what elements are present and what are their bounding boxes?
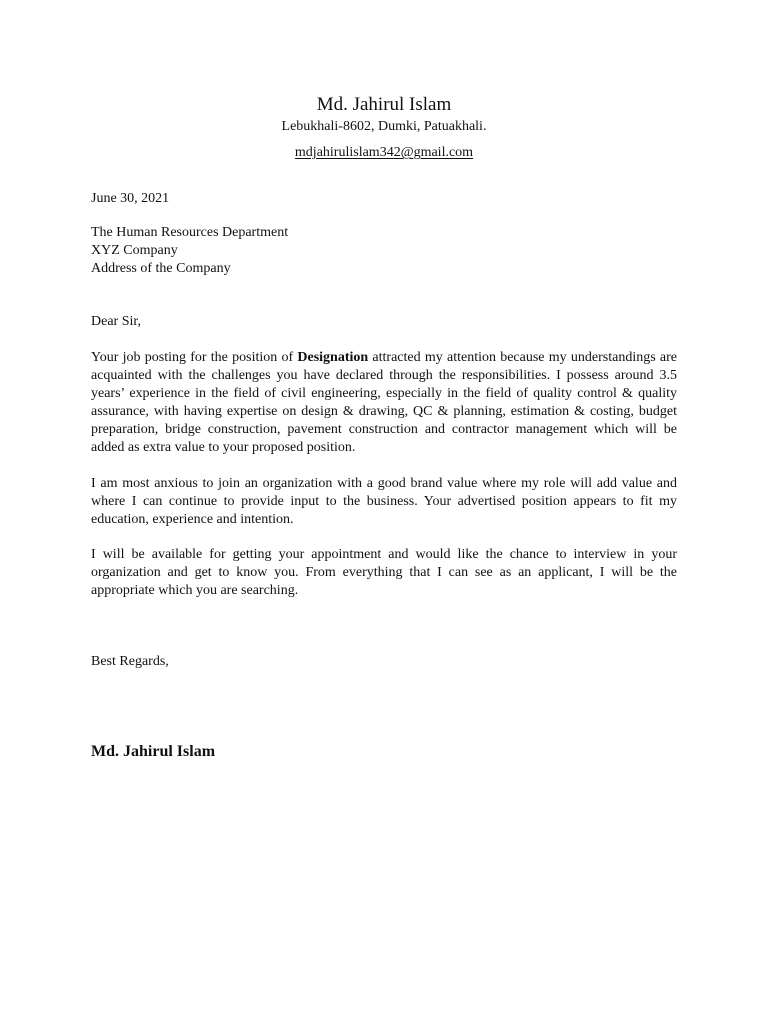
- body-paragraph-2: I am most anxious to join an organization with a good brand value where my role will add value and where I can continue to provide input to the business. Your advertised position appears to fit my education, experience and intention.: [91, 476, 677, 527]
- salutation: Dear Sir,: [91, 314, 141, 329]
- body-paragraph-1: [91, 349, 677, 457]
- sender-name-heading: Md. Jahirul Islam: [316, 94, 452, 115]
- recipient-block: [91, 224, 677, 278]
- recipient-company: XYZ Company: [91, 243, 178, 258]
- letter-date: June 30, 2021: [91, 191, 170, 206]
- sender-address: Lebukhali-8602, Dumki, Patuakhali.: [281, 119, 487, 134]
- sender-email-link[interactable]: mdjahirulislam342@gmail.com: [294, 145, 474, 160]
- signature-name: Md. Jahirul Islam: [91, 743, 216, 760]
- sender-email-line: [0, 144, 768, 162]
- paragraph-1-intro: Your job posting for the position of: [91, 350, 298, 365]
- recipient-department: The Human Resources Department: [91, 225, 289, 240]
- closing-phrase: Best Regards,: [91, 654, 169, 669]
- body-paragraph-3: I will be available for getting your appointment and would like the chance to interview in your organization and get to know you. From everything that I can see as an applicant, I will be the appropriate which you are searching.: [91, 547, 677, 598]
- paragraph-1-rest: attracted my attention because my understandings are acquainted with the challenges you have declared through the responsibilities. I possess around 3.5 years’ experience in the field of civil engineering, especially in the field of quality control & quality assurance, with having expertise on design & drawing, QC & planning, estimation & costing, budget preparation, bridge construction, pavement construction and contractor management which will be added as extra value to your proposed position.: [91, 350, 677, 455]
- recipient-address: Address of the Company: [91, 261, 231, 276]
- designation-placeholder: Designation: [297, 350, 369, 365]
